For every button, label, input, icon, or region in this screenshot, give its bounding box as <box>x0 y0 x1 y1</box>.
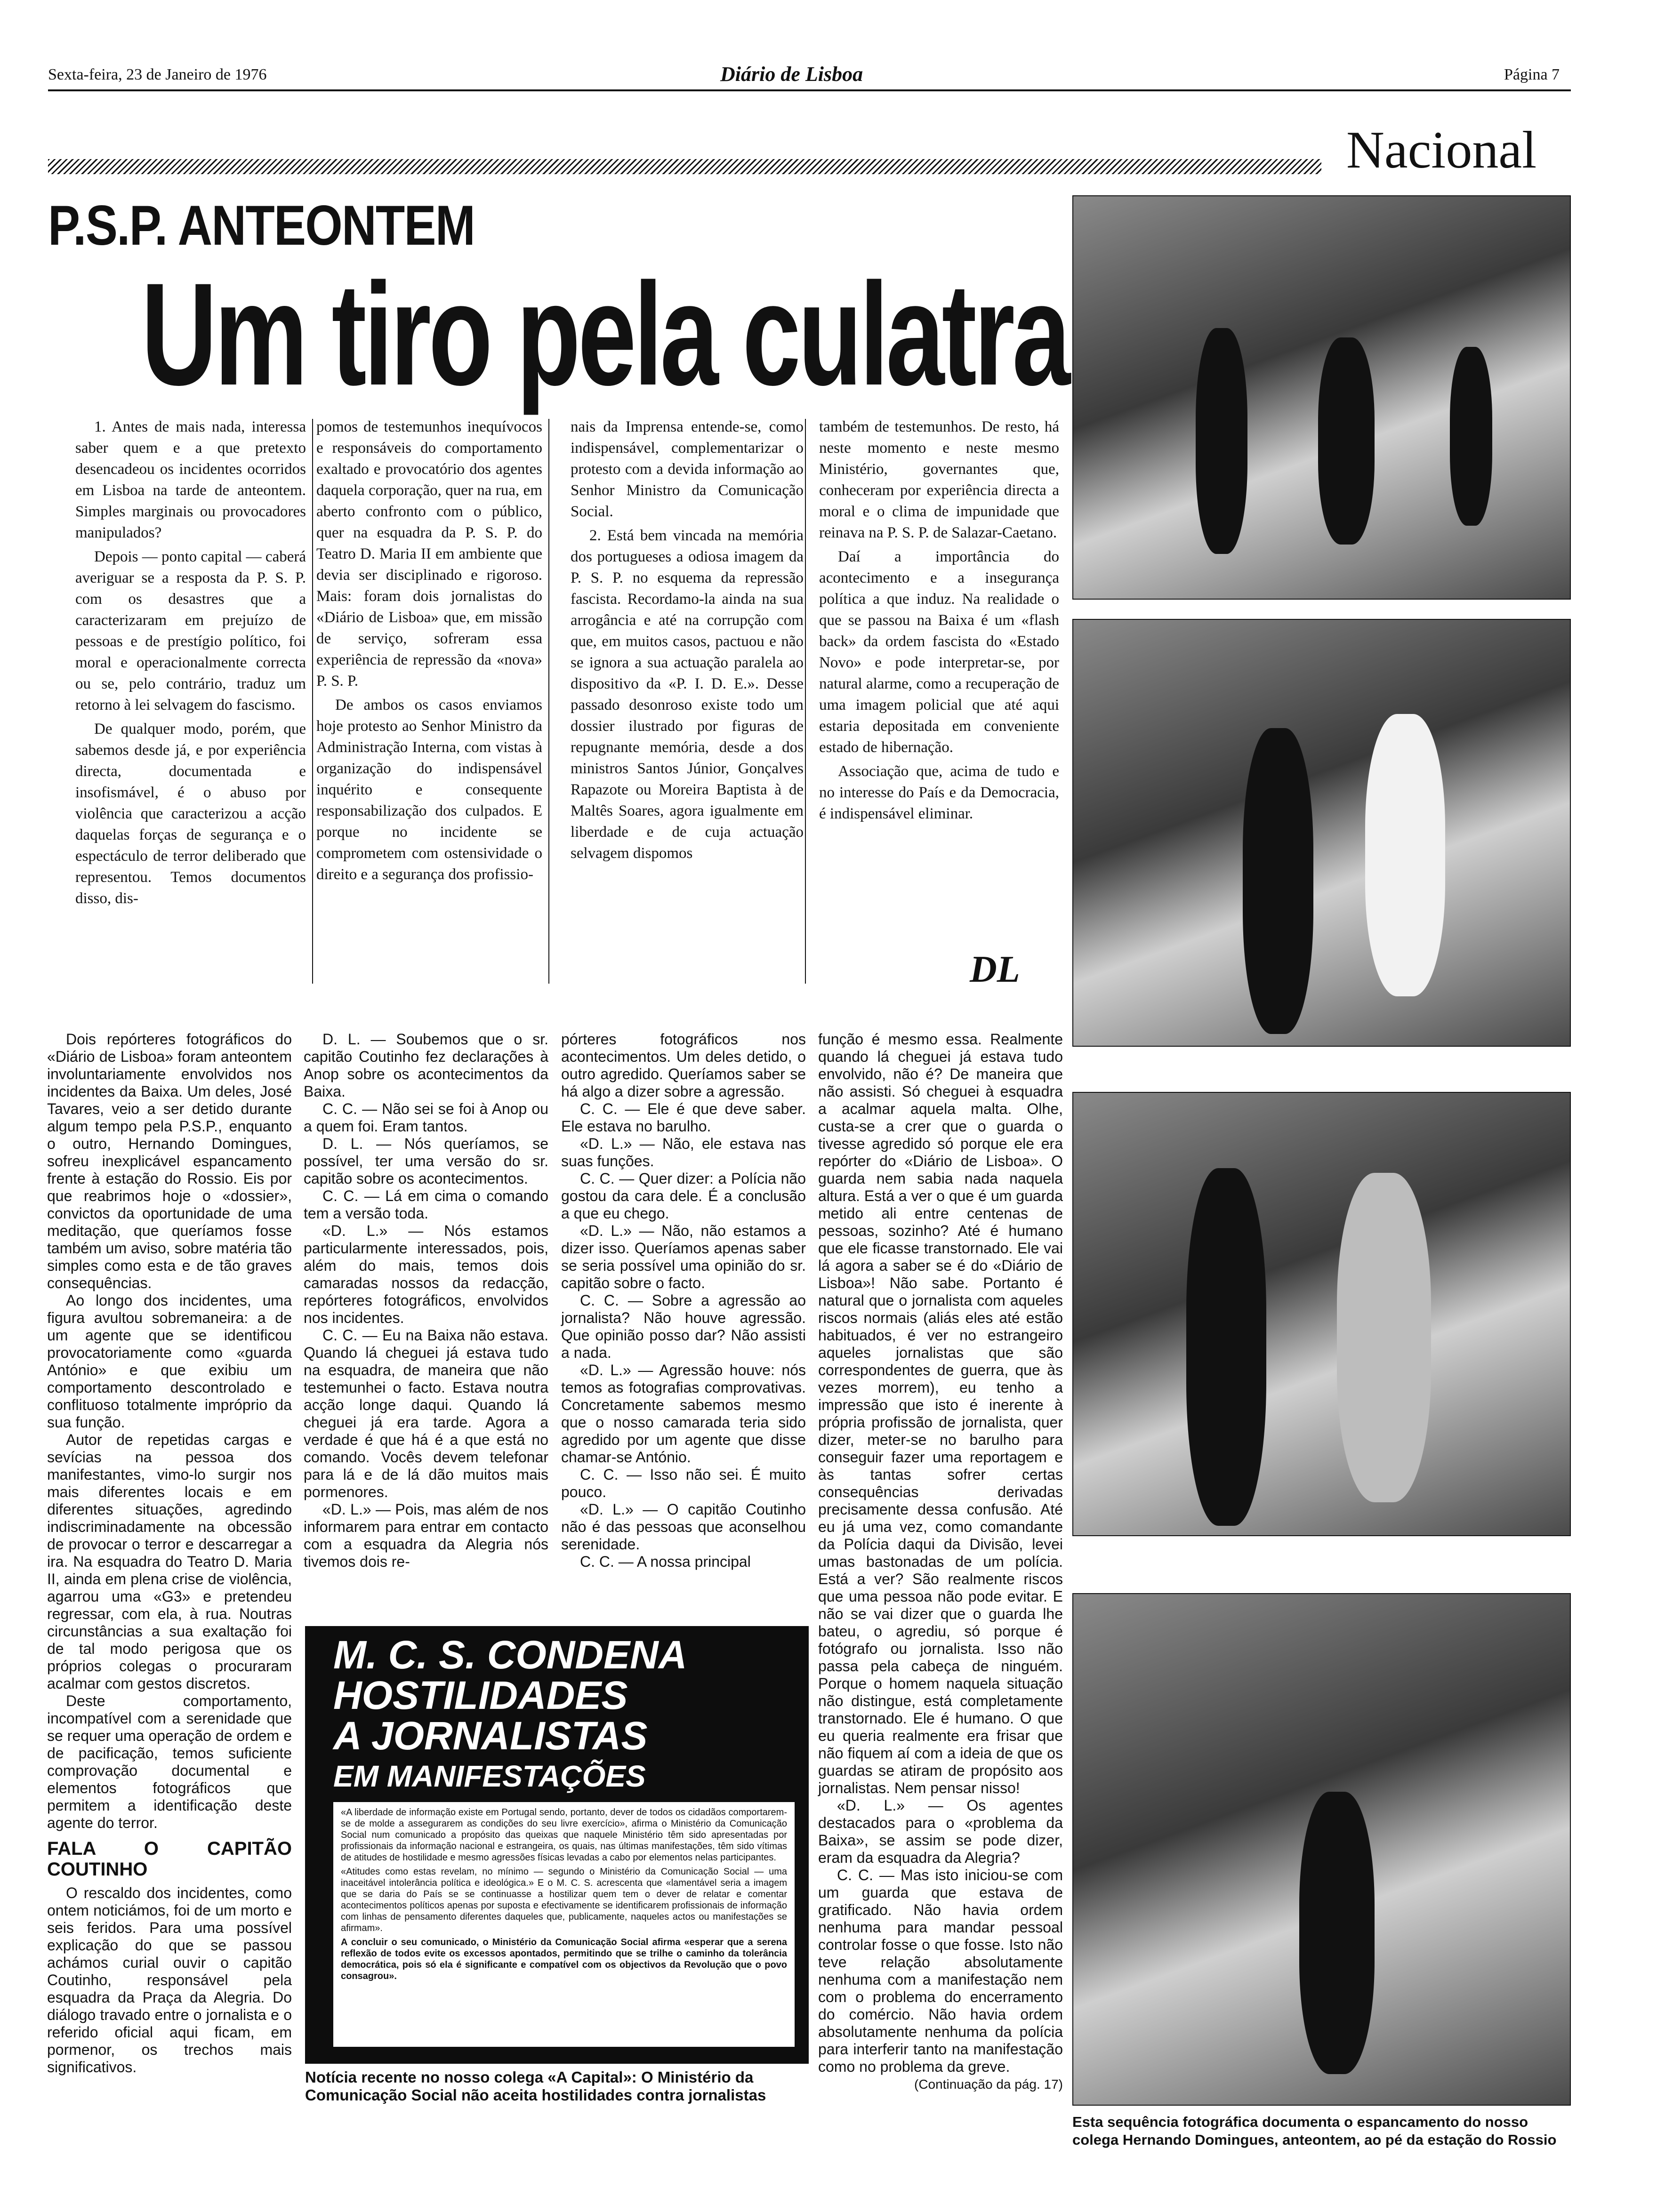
paragraph: Dois repórteres fotográficos do «Diário de Lisboa» foram anteontem involuntariamente envolvidos nos incidentes da Baixa. Um deles, José Tavares, veio a ser detido durante algum tempo pela P.S.P., enquanto o outro, Hernando Domingues, sofreu inexplicável espancamento frente à estação do Rossio. Eis por que reabrimos hoje o «dossier», convictos da oportunidade de uma meditação, que queríamos fosse também um aviso, sobre matéria tão simples como esta e de tão graves consequências. <box>47 1031 292 1291</box>
paragraph: Associação que, acima de tudo e no interesse do País e da Democracia, é indispensável eliminar. <box>819 763 1059 822</box>
paragraph: D. L. — Nós queríamos, se possível, ter uma versão do sr. capitão sobre os acontecimentos. <box>304 1135 548 1187</box>
paragraph: 1. Antes de mais nada, interessa saber quem e a que pretexto desencadeou os incidentes ocorridos em Lisboa na tarde de anteontem. Simples marginais ou provocadores manipulados? <box>75 418 306 541</box>
editorial-signature: DL <box>970 949 1020 990</box>
paragraph: C. C. — Ele é que deve saber. Ele estava no barulho. <box>561 1100 806 1135</box>
paragraph: «A liberdade de informação existe em Portugal sendo, portanto, dever de todos os cidadãos comportarem-se de molde a assegurarem as condições do seu livre exercício», afirma o Ministério da Comunicação Social num comunicado a propósito das queixas que naquele Ministério têm sido apresentadas por profissionais da informação nacional e estrangeira, os quais, nas últimas manifestações, têm sido vítimas de atitudes de hostilidade e mesmo agressões físicas levadas a cabo por elementos nelas participantes. <box>341 1807 787 1863</box>
photo-4 <box>1072 1593 1571 2106</box>
photo-1 <box>1072 195 1571 600</box>
photo-figure <box>1450 347 1492 526</box>
paragraph: «D. L.» — Agressão houve: nós temos as fotografias comprovativas. Concretamente sabemos mesmo que o nosso camarada teria sido agredido por um agente que disse chamar-se António. <box>561 1362 806 1466</box>
paragraph: pórteres fotográficos nos acontecimentos. Um deles detido, o outro agredido. Queríamos saber se há algo a dizer sobre a agressão. <box>561 1031 806 1100</box>
paragraph: também de testemunhos. De resto, há neste momento e neste mesmo Ministério, governantes que, conheceram por experiência directa a moral e o clima de impunidade que reinava na P. S. P. de Salazar-Caetano. <box>819 418 1059 541</box>
paragraph: C. C. — Lá em cima o comando tem a versão toda. <box>304 1187 548 1222</box>
paragraph: nais da Imprensa entende-se, como indispensável, complementarizar o protesto com a devida informação ao Senhor Ministro da Comunicação Social. <box>571 418 804 520</box>
paragraph: C. C. — Mas isto iniciou-se com um guarda que estava de gratificado. Não havia ordem nenhuma para mandar pessoal controlar fosse o que fosse. Isto não teve relação absolutamente nenhuma com a manifestação nem com o problema do encerramento do comércio. Não havia ordem absolutamente nenhuma da polícia para interferir tanto na manifestação como no problema da greve. <box>818 1867 1063 2075</box>
editorial-column-4 <box>819 417 1059 827</box>
photo-figure <box>1243 728 1313 1034</box>
paragraph: C. C. — Quer dizer: a Polícia não gostou da cara dele. É a conclusão a que eu chego. <box>561 1170 806 1222</box>
photo-caption: Esta sequência fotográfica documenta o espancamento do nosso colega Hernando Domingues, anteontem, ao pé da estação do Rossio <box>1072 2114 1557 2148</box>
paragraph: C. C. — Sobre a agressão ao jornalista? Não houve agressão. Que opinião posso dar? Não assisti a nada. <box>561 1292 806 1361</box>
paragraph: «D. L.» — Nós estamos particularmente interessados, pois, além do mais, temos dois camaradas nossos da redacção, repórteres fotográficos, envolvidos nos incidentes. <box>304 1222 548 1326</box>
photo-figure <box>1186 1168 1266 1526</box>
clipping-box <box>305 1626 809 2064</box>
clipping-title-line: HOSTILIDADES <box>333 1673 628 1717</box>
column-divider <box>805 419 806 984</box>
paragraph: De qualquer modo, porém, que sabemos desde já, e por experiência directa, documentada e insofismável, é o abuso por violência que caracterizou a acção daquelas forças de segurança e o espectáculo de terror deliberado que representou. Temos documentos disso, dis- <box>75 721 306 907</box>
interview-column-3 <box>561 1031 806 1571</box>
paragraph: De ambos os casos enviamos hoje protesto ao Senhor Ministro da Administração Interna, com vistas à organização do indispensável inquérito e consequente responsabilização dos culpados. E porque no incidente se comprometem com ostensividade o direito e a segurança dos profissio- <box>316 697 542 883</box>
paragraph: «Atitudes como estas revelam, no mínimo — segundo o Ministério da Comunicação Social — uma inaceitável intolerância política e ideológica.» E o M. C. S. acrescenta que «lamentável seria a imagem que se daria do País se se continuasse a hostilizar quem tem o dever de relatar e comentar acontecimentos políticos apenas por suposta e efectivamente se identificarem profissionais de informação com linhas de pensamento diferentes daqueles que, publicamente, naqueles actos ou manifestações se afirmam». <box>341 1867 787 1933</box>
article-kicker: P.S.P. ANTEONTEM <box>48 194 475 257</box>
interview-column-1 <box>47 1031 292 2076</box>
page-number: Página 7 <box>1504 66 1560 83</box>
editorial-column-3 <box>571 417 804 867</box>
interview-column-2 <box>304 1031 548 1571</box>
article-headline: Um tiro pela culatra <box>141 252 1068 416</box>
paragraph: Daí a importância do acontecimento e a insegurança política a que induz. Na realidade o que se passou na Baixa é um «flash back» da ordem fascista do «Estado Novo» e pode interpretar-se, por natural alarme, como a recuperação de uma imagem policial que até aqui estaria depositada em conveniente estado de hibernação. <box>819 548 1059 756</box>
photo-2 <box>1072 619 1571 1047</box>
paragraph: Deste comportamento, incompatível com a serenidade que se requer uma operação de ordem e de pacificação, temos suficiente comprovação documental e elementos fotográficos que permitem a identificação deste agente do terror. <box>47 1692 292 1831</box>
header-date: Sexta-feira, 23 de Janeiro de 1976 <box>48 66 267 83</box>
paragraph: Depois — ponto capital — caberá averiguar se a resposta da P. S. P. com os desastres que a caracterizaram em prejuízo de pessoas e de prestígio político, foi moral e operacionalmente correcta ou se, pelo contrário, traduz um retorno à lei selvagem do fascismo. <box>75 548 306 713</box>
paragraph: C. C. — A nossa principal <box>580 1553 751 1570</box>
paragraph: «D. L.» — Pois, mas além de nos informarem para entrar em contacto com a esquadra da Alegria nós tivemos dois re- <box>304 1501 548 1570</box>
photo-figure <box>1299 1792 1375 2074</box>
column-divider <box>312 419 313 984</box>
paragraph: O rescaldo dos incidentes, como ontem noticiámos, foi de um morto e seis feridos. Para uma possível explicação do que se passou achámos curial ouvir o capitão Coutinho, responsável pela esquadra da Praça da Alegria. Do diálogo travado entre o jornalista e o referido oficial aqui ficam, em pormenor, os trechos mais significativos. <box>47 1884 292 2076</box>
paragraph: pomos de testemunhos inequívocos e responsáveis do comportamento exaltado e provocatório dos agentes daquela corporação, quer na rua, em aberto confronto com o público, quer na esquadra da P. S. P. do Teatro D. Maria II em ambiente que devia ser disciplinado e rigoroso. Mais: foram dois jornalistas do «Diário de Lisboa» que, em missão de serviço, sofreram essa experiência de repressão da «nova» P. S. P. <box>316 418 542 689</box>
photo-figure <box>1318 337 1375 545</box>
photo-figure <box>1337 1173 1431 1502</box>
section-hatch-bar <box>48 159 1321 174</box>
paragraph: 2. Está bem vincada na memória dos portugueses a odiosa imagem da P. S. P. no esquema da repressão fascista. Recordamo-la ainda na sua arrogância e até na corrupção com que, em muitos casos, pactuou e não se ignora a sua actuação paralela ao dispositivo da «P. I. D. E.». Desse passado desonroso existe todo um dossier ilustrado por figuras de repugnante memória, desde a dos ministros Santos Júnior, Gonçalves Rapazote ou Moreira Baptista à de Maltês Soares, agora igualmente em liberdade e de cuja actuação selvagem dispomos <box>571 527 804 862</box>
photo-figure <box>1196 328 1247 554</box>
subhead: FALA O CAPITÃO COUTINHO <box>47 1838 292 1880</box>
header-rule <box>48 89 1571 91</box>
paragraph: C. C. — Isso não sei. É muito pouco. <box>561 1466 806 1500</box>
paragraph: função é mesmo essa. Realmente quando lá cheguei já estava tudo envolvido, não é? De maneira que não assisti. Só cheguei à esquadra a acalmar aquela malta. Olhe, custa-se a crer que o guarda o tivesse agredido só porque ele era repórter do «Diário de Lisboa». O guarda nem sabia nada naquela altura. Está a ver o que é um guarda metido ali entre centenas de pessoas, sozinho? Até é humano que ele ficasse transtornado. Ele vai lá agora a saber se é do «Diário de Lisboa»! Não sabe. Portanto é natural que o jornalista com aqueles riscos normais (aliás eles até estão habituados, é ver no estrangeiro aqueles jornalistas que são correspondentes de guerra, que às vezes morrem), eu tenho a impressão que isto é inerente à própria profissão de jornalista, quer dizer, meter-se no barulho para conseguir fazer uma reportagem e às tantas sofrer certas consequências derivadas precisamente dessa confusão. Até eu já uma vez, como comandante da Polícia daqui da Divisão, levei umas bastonadas de um polícia. Está a ver? São realmente riscos que uma pessoa não pode evitar. E não se vai dizer que o guarda lhe bateu, o agrediu, só porque é fotógrafo ou jornalista. Isso não passa pela cabeça de ninguém. Porque o homem naquela situação não distingue, está completamente transtornado. Ele é humano. O que eu queria realmente era frisar que não fiquem aí com a ideia de que os guardas se atiram de propósito aos jornalistas. Nem pensar nisso! <box>818 1031 1063 1796</box>
continuation-note: (Continuação da pág. 17) <box>914 2077 1063 2092</box>
clipping-body <box>333 1802 795 2047</box>
editorial-column-1 <box>75 417 306 912</box>
clipping-title-line: A JORNALISTAS <box>333 1714 648 1758</box>
paragraph: D. L. — Soubemos que o sr. capitão Coutinho fez declarações à Anop sobre os acontecimentos da Baixa. <box>304 1031 548 1100</box>
paragraph: A concluir o seu comunicado, o Ministério da Comunicação Social afirma «esperar que a serena reflexão de todos evite os excessos apontados, permitindo que se trilhe o caminho da tolerância democrática, pois só ela é significante e compatível com os objectivos da Revolução que o povo consagrou». <box>341 1937 787 1981</box>
masthead-name: Diário de Lisboa <box>720 63 863 86</box>
paragraph: «D. L.» — Não, ele estava nas suas funções. <box>561 1135 806 1170</box>
clipping-title-line: M. C. S. CONDENA <box>333 1633 687 1677</box>
photo-figure <box>1365 714 1445 996</box>
paragraph: «D. L.» — O capitão Coutinho não é das pessoas que aconselhou serenidade. <box>561 1501 806 1553</box>
clipping-caption: Notícia recente no nosso colega «A Capital»: O Ministério da Comunicação Social não aceita hostilidades contra jornalistas <box>305 2068 766 2104</box>
clipping-title <box>305 1626 809 1796</box>
paragraph: C. C. — Não sei se foi à Anop ou a quem foi. Eram tantos. <box>304 1100 548 1135</box>
paragraph: C. C. — Eu na Baixa não estava. Quando lá cheguei já estava tudo na esquadra, de maneira que não testemunhei o facto. Estava noutra acção longe daqui. Quando lá cheguei já era tarde. Agora a verdade é que há é a que está no comando. Vocês devem telefonar para lá e de lá dão muitos mais pormenores. <box>304 1327 548 1500</box>
paragraph: «D. L.» — Os agentes destacados para o «problema da Baixa», se assim se pode dizer, eram da esquadra da Alegria? <box>818 1797 1063 1866</box>
paragraph: Autor de repetidas cargas e sevícias na pessoa dos manifestantes, vimo-lo surgir nos mais diferentes locais e em diferentes situações, agredindo indiscriminadamente na obcessão de provocar o terror e descarregar a ira. Na esquadra do Teatro D. Maria II, ainda em plena crise de violência, agarrou uma «G3» e pretendeu regressar, com ela, à rua. Noutras circunstâncias a sua exaltação foi de tal modo perigosa que os próprios colegas o procuraram acalmar com gestos discretos. <box>47 1431 292 1692</box>
paragraph: «D. L.» — Não, não estamos a dizer isso. Queríamos apenas saber se seria possível uma opinião do sr. capitão sobre o facto. <box>561 1222 806 1291</box>
clipping-title-line: EM MANIFESTAÇÕES <box>333 1759 646 1793</box>
editorial-column-2 <box>316 417 542 888</box>
section-label: Nacional <box>1346 121 1537 179</box>
column-divider <box>548 419 549 984</box>
paragraph: Ao longo dos incidentes, uma figura avultou sobremaneira: a de um agente que se identificou provocatoriamente como «guarda António» e que exibiu um comportamento descontrolado e conflituoso totalmente impróprio da sua função. <box>47 1292 292 1431</box>
interview-column-4 <box>818 1031 1063 2093</box>
photo-3 <box>1072 1092 1571 1536</box>
